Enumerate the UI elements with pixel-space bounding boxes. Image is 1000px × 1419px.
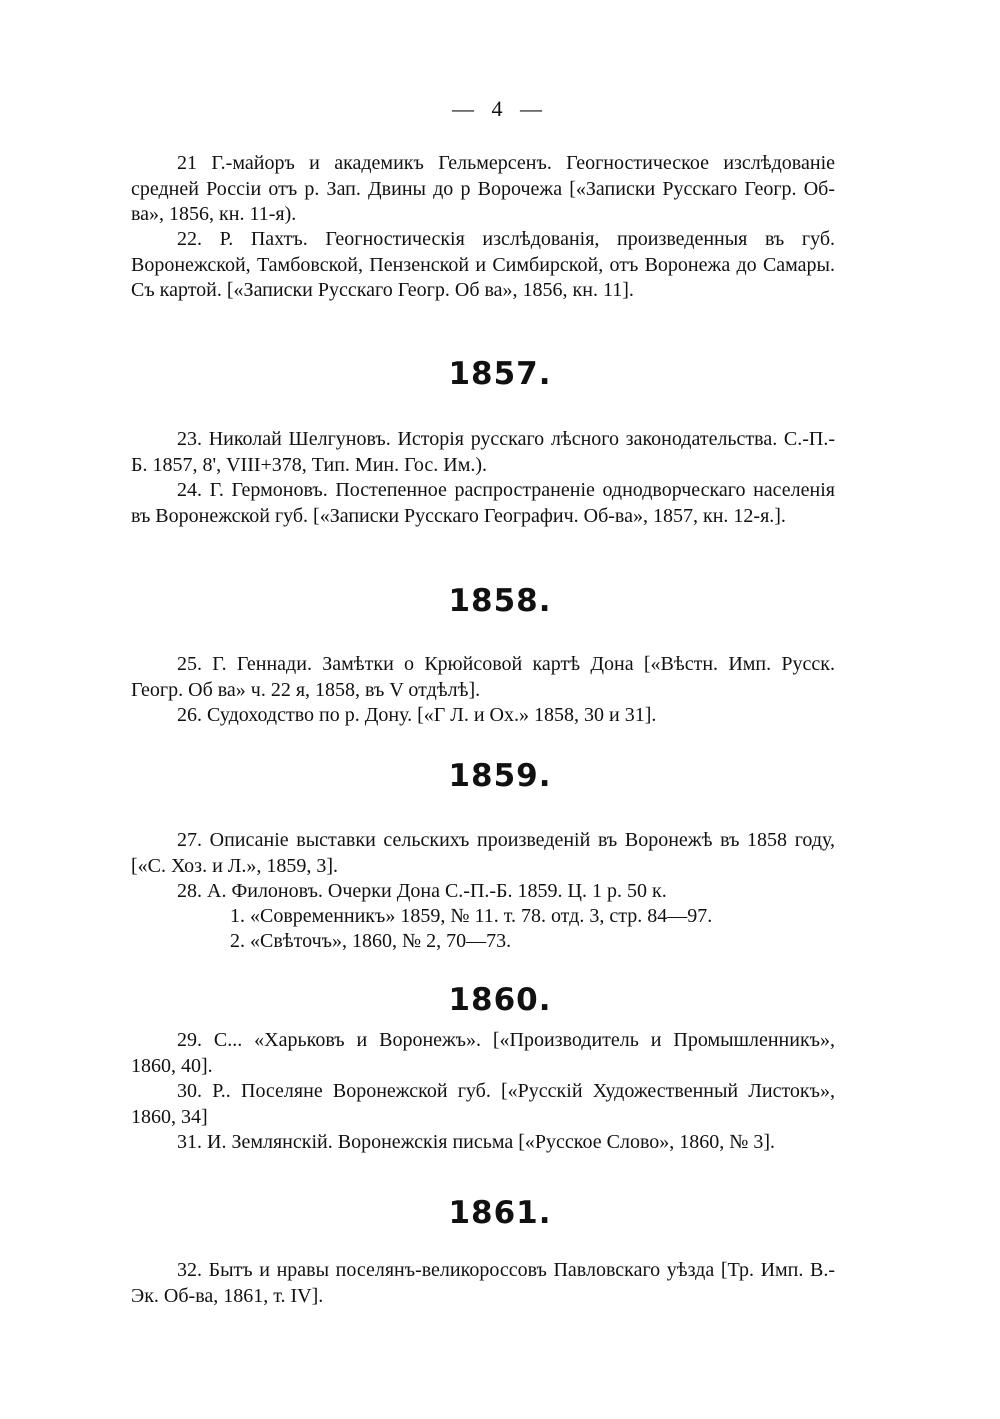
entry-27 xyxy=(131,828,835,879)
entry-number: 32. xyxy=(177,1259,202,1281)
entry-text: Бытъ и нравы поселянъ-великороссовъ Павловскаго уѣзда [Тр. Имп. В.-Эк. Об-ва, 1861, т. IV]. xyxy=(131,1259,835,1307)
entry-text: Судоходство по р. Дону. [«Г Л. и Ох.» 1858, 30 и 31]. xyxy=(207,704,657,726)
entry-29 xyxy=(131,1028,835,1079)
entry-28 xyxy=(131,879,835,905)
entry-text: С... «Харьковъ и Воронежъ». [«Производитель и Промышленникъ», 1860, 40]. xyxy=(131,1029,836,1077)
entry-number: 30. xyxy=(177,1080,202,1102)
entry-number: 27. xyxy=(177,829,202,851)
entry-text: Г.-майоръ и академикъ Гельмерсенъ. Геогностическое изслѣдованіе средней Россіи отъ р. Зап. Двины до р Ворочежа [«Записки Русскаго Геогр. Об-ва», 1856, кн. 11-я). xyxy=(131,152,836,225)
sub-entry-1 xyxy=(230,904,840,930)
sub-entry-number: 1. xyxy=(230,905,245,927)
entry-21 xyxy=(131,151,835,228)
entry-text: И. Землянскій. Воронежскія письма [«Русское Слово», 1860, № 3]. xyxy=(207,1131,775,1153)
entry-number: 31. xyxy=(177,1131,202,1153)
entry-26 xyxy=(131,703,835,729)
entry-25 xyxy=(131,652,835,703)
entry-31 xyxy=(131,1130,835,1156)
entry-text: Г. Гермоновъ. Постепенное распространеніе однодворческаго населенія въ Воронежской губ. [«Записки Русскаго Географич. Об-ва», 1857, кн. 12-я.]. xyxy=(131,479,835,527)
entry-text: Описаніе выставки сельскихъ произведеній въ Воронежѣ въ 1858 году, [«С. Хоз. и Л.», 1859, 3]. xyxy=(131,829,836,877)
entry-text: Р. Пахтъ. Геогностическія изслѣдованія, произведенныя въ губ. Воронежской, Тамбовской, Пензенской и Симбирской, отъ Воронежа до Самары. Съ картой. [«Записки Русскаго Геогр. Об ва», 1856, кн. 11]. xyxy=(131,228,836,301)
entry-number: 23. xyxy=(177,428,202,450)
sub-entry-text: «Свѣточъ», 1860, № 2, 70—73. xyxy=(250,930,512,952)
sub-entry-number: 2. xyxy=(230,930,245,952)
entry-number: 26. xyxy=(177,704,202,726)
entry-number: 25. xyxy=(177,653,202,675)
year-heading-1860: 1860. xyxy=(448,982,552,1018)
entry-number: 21 xyxy=(177,152,197,174)
entry-23 xyxy=(131,427,835,478)
entry-text: Г. Геннади. Замѣтки о Крюйсовой картѣ Дона [«Вѣстн. Имп. Русск. Геогр. Об ва» ч. 22 я, 1858, въ V отдѣлѣ]. xyxy=(131,653,835,701)
entry-30 xyxy=(131,1079,835,1130)
entry-number: 28. xyxy=(177,880,202,902)
year-heading-1859: 1859. xyxy=(448,758,552,794)
year-heading-1861: 1861. xyxy=(448,1195,552,1231)
year-heading-1857: 1857. xyxy=(448,356,552,392)
entry-24 xyxy=(131,478,835,529)
entry-32 xyxy=(131,1258,835,1309)
sub-entry-2 xyxy=(230,929,840,955)
entry-number: 22. xyxy=(177,228,202,250)
year-heading-1858: 1858. xyxy=(448,583,552,619)
entry-text: А. Филоновъ. Очерки Дона С.-П.-Б. 1859. Ц. 1 р. 50 к. xyxy=(207,880,667,902)
entry-22 xyxy=(131,227,835,304)
page-number: — 4 — xyxy=(452,96,548,121)
entry-text: Р.. Поселяне Воронежской губ. [«Русскій Художественный Листокъ», 1860, 34] xyxy=(131,1080,835,1128)
entry-number: 29. xyxy=(177,1029,202,1051)
entry-number: 24. xyxy=(177,479,202,501)
sub-entry-text: «Современникъ» 1859, № 11. т. 78. отд. 3, стр. 84—97. xyxy=(250,905,713,927)
entry-text: Николай Шелгуновъ. Исторія русскаго лѣсного законодательства. С.-П.-Б. 1857, 8', VIII+378, Тип. Мин. Гос. Им.). xyxy=(131,428,836,476)
